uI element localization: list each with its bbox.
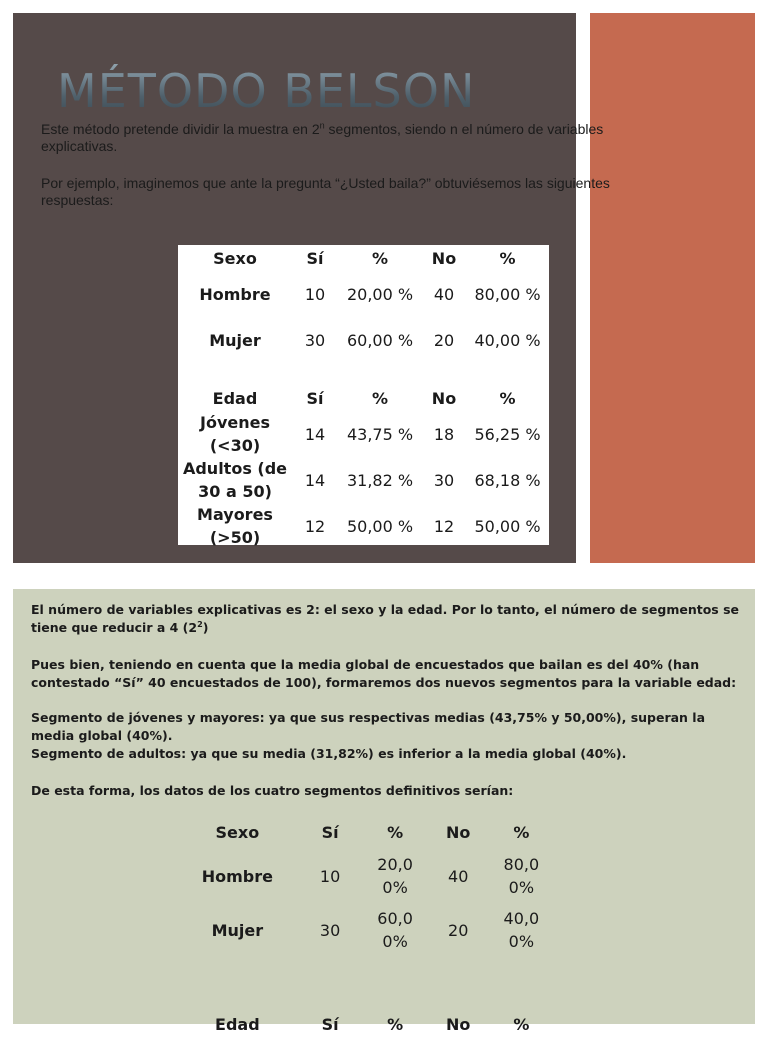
response-table — [178, 245, 549, 545]
table-header-cell: Sí — [321, 1014, 339, 1034]
table-spacer-row — [178, 363, 549, 385]
slide-2 — [13, 589, 755, 1034]
table-cell: 18 — [433, 424, 455, 444]
table-cell: 10 — [319, 866, 341, 886]
table-cell: Mujer — [209, 330, 261, 350]
table-header-cell: % — [513, 822, 530, 842]
table-header-cell: No — [446, 822, 471, 842]
table-header-cell: % — [371, 388, 389, 408]
table-header-cell: No — [431, 248, 457, 268]
table-cell: 56,25 % — [474, 424, 541, 444]
table-cell: Hombre — [199, 284, 271, 304]
table-header-cell: % — [387, 822, 404, 842]
table-cell: Jóvenes (<30) — [200, 413, 270, 455]
table-spacer-row — [178, 957, 553, 1007]
table-cell: 30 — [319, 920, 341, 940]
paragraph-variables — [31, 601, 745, 637]
intro-text — [41, 121, 661, 155]
table-cell: 40 — [433, 284, 455, 304]
table-cell: 60,0 0% — [377, 909, 413, 951]
table-header-cell: % — [387, 1014, 404, 1034]
table-cell: 31,82 % — [346, 470, 414, 490]
table-cell: 20,0 0% — [377, 855, 413, 897]
table-row — [178, 849, 553, 903]
table-header-cell: % — [513, 1014, 530, 1034]
slide-1-accent-bar — [590, 13, 755, 563]
table-header-cell: % — [499, 248, 516, 268]
table-header-cell: Sí — [306, 248, 324, 268]
table-header-row — [178, 385, 549, 411]
table-cell: 20 — [433, 330, 455, 350]
table-header-cell: Edad — [215, 1014, 260, 1034]
table-cell: Mayores (>50) — [197, 505, 273, 547]
table-cell: 60,00 % — [346, 330, 414, 350]
table-cell: 20 — [448, 920, 469, 940]
table-header-cell: Sí — [321, 822, 339, 842]
table-row — [178, 317, 549, 363]
table-cell: 80,0 0% — [503, 855, 540, 897]
table-cell: 12 — [304, 516, 326, 536]
slide-title: MÉTODO BELSON — [57, 64, 476, 118]
table-cell: 50,00 % — [474, 516, 541, 536]
table-cell: 50,00 % — [346, 516, 414, 536]
segment-adults: Segmento de adultos: ya que su media (31,82%) es inferior a la media global (40%). — [31, 746, 627, 761]
table-header-row — [178, 815, 553, 849]
table-cell: 43,75 % — [346, 424, 414, 444]
table-cell: 20,00 % — [346, 284, 414, 304]
table-row — [178, 503, 549, 549]
table-header-cell: Sí — [306, 388, 324, 408]
table-cell: 40 — [448, 866, 469, 886]
table-header-cell: No — [446, 1014, 471, 1034]
table-header-cell: Sexo — [215, 822, 260, 842]
paragraph-part: ) — [202, 620, 209, 635]
table-row — [178, 903, 553, 957]
table-cell: 40,0 0% — [503, 909, 540, 951]
table-header-cell: Sexo — [213, 248, 257, 268]
paragraph-segments — [31, 709, 745, 763]
paragraph-part: El número de variables explicativas es 2: el sexo y la edad. Por lo tanto, el número de segmentos se tiene que reducir a 4 (2 — [31, 602, 739, 635]
example-text: Por ejemplo, imaginemos que ante la pregunta “¿Usted baila?” obtuviésemos las siguientes respuestas: — [41, 175, 610, 208]
table-cell: 14 — [304, 470, 326, 490]
table-cell: 30 — [433, 470, 455, 490]
table-header-cell: % — [499, 388, 516, 408]
table-cell: 68,18 % — [474, 470, 541, 490]
table-cell: 30 — [304, 330, 326, 350]
table-row — [178, 457, 549, 503]
intro-text-part: segmentos, siendo n el número de variables explicativas. — [41, 121, 604, 154]
paragraph-media-global: Pues bien, teniendo en cuenta que la media global de encuestados que bailan es del 40% (han contestado “Sí” 40 encuestados de 100), formaremos dos nuevos segmentos para la variable edad: — [31, 657, 737, 690]
table-cell: 12 — [433, 516, 455, 536]
intro-text-part: Este método pretende dividir la muestra en 2 — [41, 121, 320, 137]
table-cell: 40,00 % — [474, 330, 541, 350]
table-cell: 80,00 % — [474, 284, 541, 304]
table-header-row — [178, 1007, 553, 1041]
table-header-cell: Edad — [212, 388, 258, 408]
table-cell: 10 — [304, 284, 326, 304]
table-row — [178, 271, 549, 317]
table-header-cell: No — [431, 388, 457, 408]
table-header-cell: % — [371, 248, 389, 268]
segments-table — [178, 815, 553, 1041]
intro-superscript: n — [319, 120, 325, 131]
paragraph-conclusion: De esta forma, los datos de los cuatro segmentos definitivos serían: — [31, 783, 514, 798]
table-cell: Hombre — [201, 866, 273, 886]
segment-young-old: Segmento de jóvenes y mayores: ya que sus respectivas medias (43,75% y 50,00%), superan la media global (40%). — [31, 710, 706, 743]
table-row — [178, 411, 549, 457]
table-cell: 14 — [304, 424, 326, 444]
table-header-row — [178, 245, 549, 271]
paragraph-superscript: 2 — [197, 618, 203, 629]
table-cell: Adultos (de 30 a 50) — [182, 459, 288, 501]
table-cell: Mujer — [211, 920, 264, 940]
